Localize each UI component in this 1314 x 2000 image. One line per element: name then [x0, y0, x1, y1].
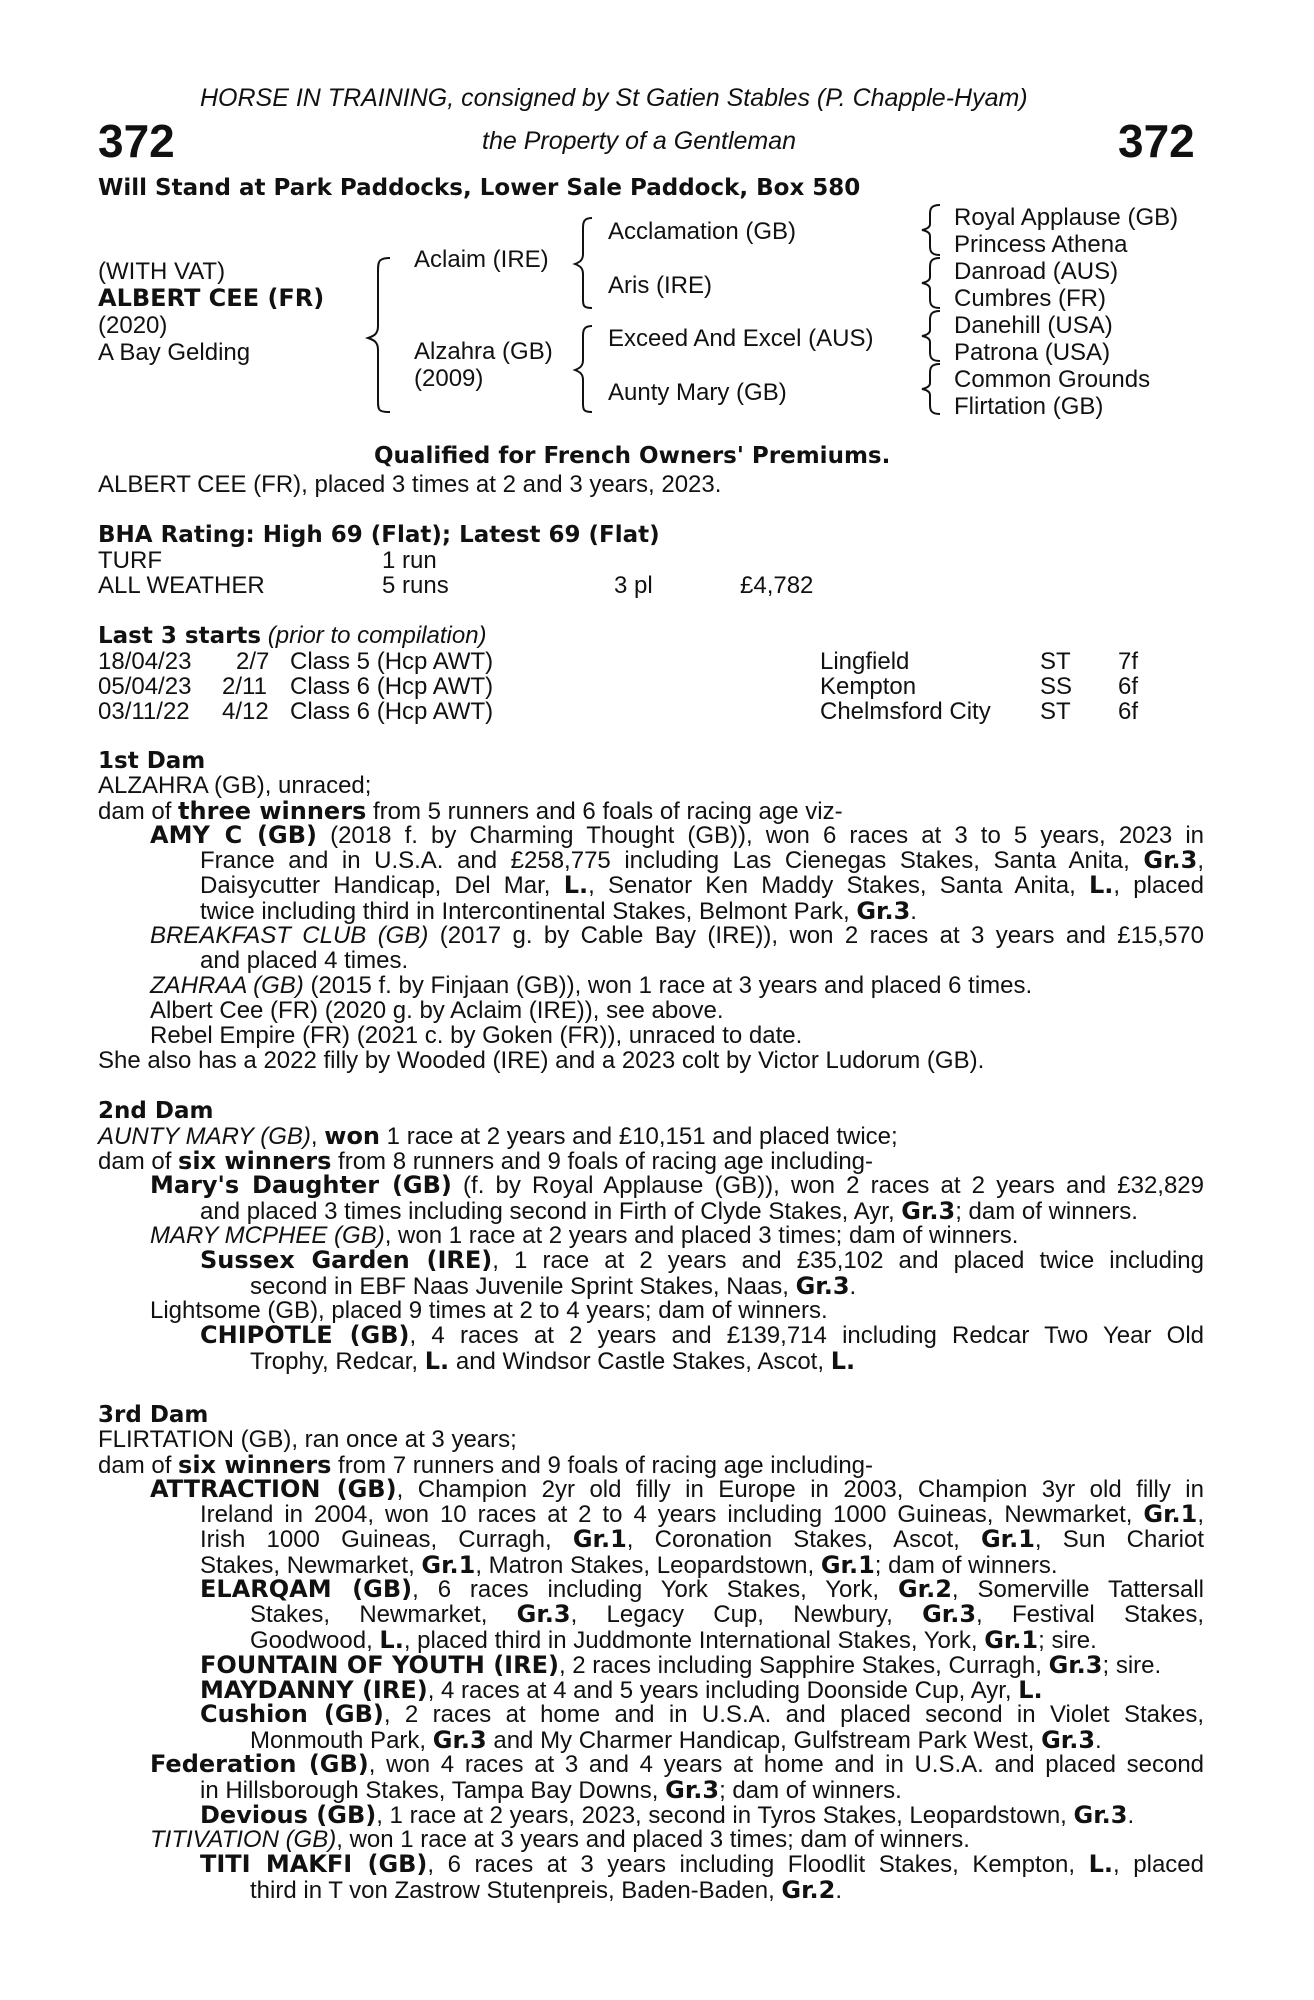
vat-note: (WITH VAT) — [98, 258, 226, 285]
location-line: Will Stand at Park Paddocks, Lower Sale Paddock, Box 580 — [98, 175, 861, 201]
produce-attraction-cont: Irish 1000 Guineas, Curragh, Gr.1, Coronation Stakes, Ascot, Gr.1, Sun Chariot — [200, 1525, 1205, 1553]
horse-description: A Bay Gelding — [98, 339, 251, 366]
pedigree-g1: Royal Applause (GB) — [954, 204, 1179, 231]
produce-amy-c: AMY C (GB) (2018 f. by Charming Thought (GB)), won 6 races at 3 to 5 years, 2023 in — [150, 821, 1205, 849]
start-position: 4/12 — [222, 698, 269, 725]
start-position: 2/11 — [222, 673, 267, 700]
start-course: Chelmsford City — [820, 698, 991, 725]
produce-devious: Devious (GB), 1 race at 2 years, 2023, second in Tyros Stakes, Leopardstown, Gr.3. — [200, 1801, 1135, 1829]
second-dam-line: AUNTY MARY (GB), won 1 race at 2 years and £10,151 and placed twice; — [98, 1122, 898, 1150]
first-dam-heading: 1st Dam — [98, 748, 206, 774]
consignor-line: HORSE IN TRAINING, consigned by St Gatien Stables (P. Chapple-Hyam) — [200, 84, 1028, 112]
produce-titi-makfi: TITI MAKFI (GB), 6 races at 3 years including Floodlit Stakes, Kempton, L., placed — [200, 1850, 1204, 1878]
pedigree-g7: Common Grounds — [954, 366, 1151, 393]
start-race: Class 6 (Hcp AWT) — [290, 698, 494, 725]
produce-amy-c-cont: twice including third in Intercontinental Stakes, Belmont Park, Gr.3. — [200, 897, 917, 925]
produce-federation: Federation (GB), won 4 races at 3 and 4 years at home and in U.S.A. and placed second — [150, 1750, 1205, 1778]
second-dam-produce: dam of six winners from 8 runners and 9 foals of racing age including- — [98, 1147, 874, 1175]
pedigree-g2: Princess Athena — [954, 231, 1128, 258]
rating-placed: 3 pl — [614, 572, 653, 599]
pedigree-g4: Cumbres (FR) — [954, 285, 1107, 312]
pedigree-dam-year: (2009) — [414, 365, 484, 392]
produce-breakfast-club: BREAKFAST CLUB (GB) (2017 g. by Cable Bay (IRE)), won 2 races at 3 years and £15,570 — [150, 922, 1204, 949]
produce-sussex-garden-cont: second in EBF Naas Juvenile Sprint Stakes, Naas, Gr.3. — [250, 1272, 857, 1300]
produce-elarqam-cont: Goodwood, L., placed third in Juddmonte International Stakes, York, Gr.1; sire. — [250, 1626, 1097, 1654]
produce-federation-cont: in Hillsborough Stakes, Tampa Bay Downs, Gr.3; dam of winners. — [200, 1776, 902, 1804]
produce-amy-c-cont: France and in U.S.A. and £258,775 including Las Cienegas Stakes, Santa Anita, Gr.3, — [200, 846, 1204, 874]
pedigree-dam-sire: Exceed And Excel (AUS) — [608, 325, 874, 352]
last-starts-title: Last 3 starts — [98, 623, 262, 649]
produce-elarqam-cont: Stakes, Newmarket, Gr.3, Legacy Cup, Newbury, Gr.3, Festival Stakes, — [250, 1600, 1205, 1628]
start-distance: 6f — [1118, 698, 1139, 725]
horse-name: ALBERT CEE (FR) — [98, 284, 325, 312]
third-dam-heading: 3rd Dam — [98, 1402, 209, 1428]
start-race: Class 5 (Hcp AWT) — [290, 648, 494, 675]
pedigree-g3: Danroad (AUS) — [954, 258, 1119, 285]
produce-chipotle: CHIPOTLE (GB), 4 races at 2 years and £139,714 including Redcar Two Year Old — [200, 1321, 1204, 1349]
pedigree-g6: Patrona (USA) — [954, 339, 1111, 366]
produce-attraction: ATTRACTION (GB), Champion 2yr old filly in Europe in 2003, Champion 3yr old filly in — [150, 1475, 1204, 1503]
pedigree-g5: Danehill (USA) — [954, 312, 1113, 339]
produce-cushion: Cushion (GB), 2 races at home and in U.S.A. and placed second in Violet Stakes, — [200, 1700, 1204, 1728]
second-dam-heading: 2nd Dam — [98, 1098, 214, 1124]
produce-breakfast-club-cont: and placed 4 times. — [200, 947, 409, 974]
last-starts-heading — [98, 622, 487, 650]
last-starts-note: (prior to compilation) — [267, 622, 487, 649]
start-going: SS — [1040, 673, 1073, 700]
produce-amy-c-cont: Daisycutter Handicap, Del Mar, L., Senator Ken Maddy Stakes, Santa Anita, L., placed — [200, 871, 1205, 899]
first-dam-produce: dam of three winners from 5 runners and 6 foals of racing age viz- — [98, 797, 843, 825]
produce-zahraa: ZAHRAA (GB) (2015 f. by Finjaan (GB)), won 1 race at 3 years and placed 6 times. — [150, 972, 1033, 999]
produce-titi-makfi-cont: third in T von Zastrow Stutenpreis, Baden-Baden, Gr.2. — [250, 1876, 843, 1904]
start-going: ST — [1040, 698, 1071, 725]
property-line: the Property of a Gentleman — [482, 127, 797, 155]
produce-albert-cee: Albert Cee (FR) (2020 g. by Aclaim (IRE)), see above. — [150, 997, 724, 1024]
produce-sussex-garden: Sussex Garden (IRE), 1 race at 2 years and £35,102 and placed twice including — [200, 1246, 1204, 1274]
pedigree-g8: Flirtation (GB) — [954, 393, 1104, 420]
first-dam-line: ALZAHRA (GB), unraced; — [98, 772, 372, 799]
pedigree-sire-sire: Acclamation (GB) — [608, 218, 797, 245]
start-race: Class 6 (Hcp AWT) — [290, 673, 494, 700]
lot-number-left: 372 — [98, 115, 175, 167]
first-dam-also: She also has a 2022 filly by Wooded (IRE) and a 2023 colt by Victor Ludorum (GB). — [98, 1047, 985, 1074]
start-date: 03/11/22 — [98, 698, 190, 725]
race-summary: ALBERT CEE (FR), placed 3 times at 2 and 3 years, 2023. — [98, 471, 722, 498]
pedigree-dam: Alzahra (GB) — [414, 338, 553, 365]
third-dam-produce: dam of six winners from 7 runners and 9 foals of racing age including- — [98, 1451, 874, 1479]
produce-attraction-cont: Stakes, Newmarket, Gr.1, Matron Stakes, Leopardstown, Gr.1; dam of winners. — [200, 1551, 1058, 1579]
produce-titivation: TITIVATION (GB), won 1 race at 3 years and placed 3 times; dam of winners. — [150, 1826, 970, 1853]
produce-chipotle-cont: Trophy, Redcar, L. and Windsor Castle Stakes, Ascot, L. — [250, 1347, 856, 1375]
premiums-note: Qualified for French Owners' Premiums. — [374, 443, 891, 469]
third-dam-line: FLIRTATION (GB), ran once at 3 years; — [98, 1426, 517, 1453]
start-course: Kempton — [820, 673, 917, 700]
produce-attraction-cont: Ireland in 2004, won 10 races at 2 to 4 years including 1000 Guineas, Newmarket, Gr.1, — [200, 1500, 1204, 1528]
start-date: 05/04/23 — [98, 673, 192, 700]
start-going: ST — [1040, 648, 1071, 675]
produce-lightsome: Lightsome (GB), placed 9 times at 2 to 4 years; dam of winners. — [150, 1297, 828, 1324]
rating-runs: 1 run — [382, 547, 437, 574]
start-course: Lingfield — [820, 648, 910, 675]
horse-year: (2020) — [98, 312, 168, 339]
produce-maydanny: MAYDANNY (IRE), 4 races at 4 and 5 years including Doonside Cup, Ayr, L. — [200, 1676, 1043, 1704]
rating-surface: ALL WEATHER — [98, 572, 265, 599]
pedigree-dam-dam: Aunty Mary (GB) — [608, 379, 787, 406]
produce-marys-daughter: Mary's Daughter (GB) (f. by Royal Applause (GB)), won 2 races at 2 years and £32,829 — [150, 1171, 1204, 1199]
produce-marys-daughter-cont: and placed 3 times including second in Firth of Clyde Stakes, Ayr, Gr.3; dam of winners. — [200, 1197, 1138, 1225]
pedigree-sire-dam: Aris (IRE) — [608, 272, 712, 299]
produce-fountain-of-youth: FOUNTAIN OF YOUTH (IRE), 2 races including Sapphire Stakes, Curragh, Gr.3; sire. — [200, 1651, 1162, 1679]
rating-surface: TURF — [98, 547, 162, 574]
rating-prize: £4,782 — [740, 572, 814, 599]
lot-number-right: 372 — [1118, 115, 1195, 167]
start-position: 2/7 — [236, 648, 270, 675]
start-date: 18/04/23 — [98, 648, 192, 675]
rating-runs: 5 runs — [382, 572, 449, 599]
produce-rebel-empire: Rebel Empire (FR) (2021 c. by Goken (FR)), unraced to date. — [150, 1022, 803, 1049]
pedigree-sire: Aclaim (IRE) — [414, 246, 549, 273]
bha-rating: BHA Rating: High 69 (Flat); Latest 69 (Flat) — [98, 522, 660, 548]
produce-cushion-cont: Monmouth Park, Gr.3 and My Charmer Handicap, Gulfstream Park West, Gr.3. — [250, 1726, 1102, 1754]
produce-elarqam: ELARQAM (GB), 6 races including York Stakes, York, Gr.2, Somerville Tattersall — [200, 1575, 1204, 1603]
produce-mary-mcphee: MARY MCPHEE (GB), won 1 race at 2 years and placed 3 times; dam of winners. — [150, 1222, 1019, 1249]
start-distance: 7f — [1118, 648, 1139, 675]
start-distance: 6f — [1118, 673, 1139, 700]
